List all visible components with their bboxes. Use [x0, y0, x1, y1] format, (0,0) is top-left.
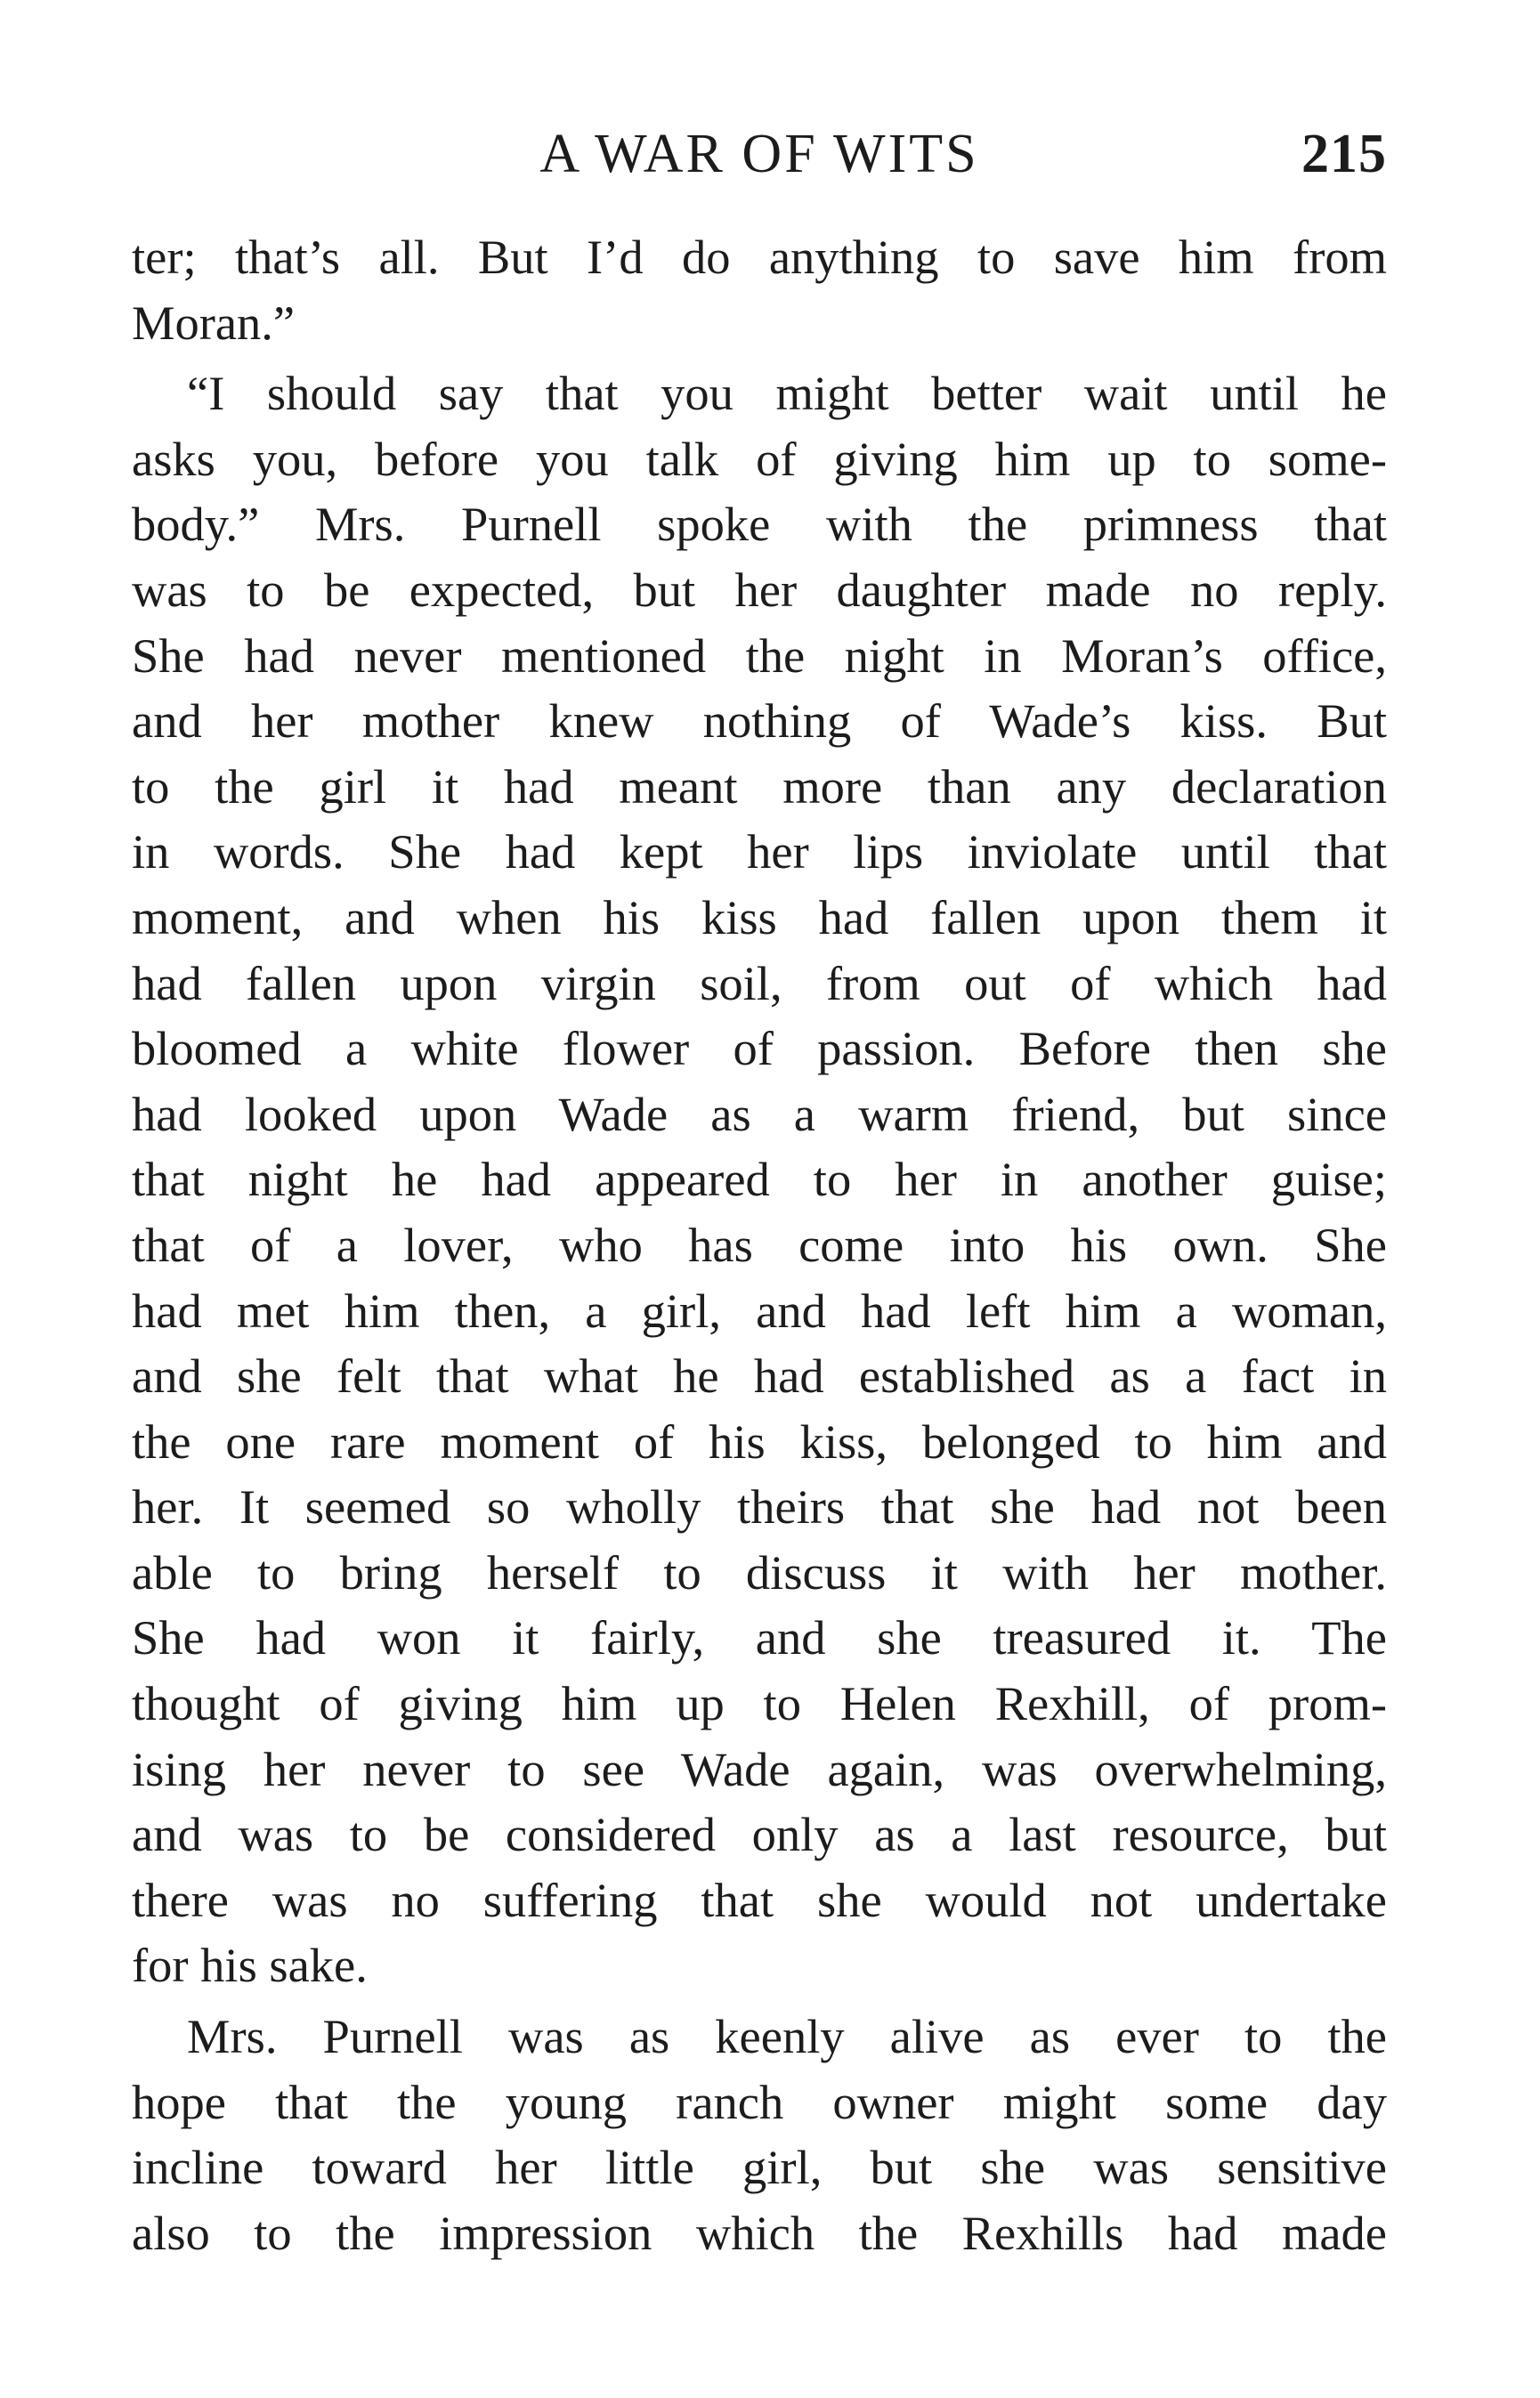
text-line: thought of giving him up to Helen Rexhill, of prom- — [132, 1676, 1387, 1731]
text-line: the one rare moment of his kiss, belonged to him and — [132, 1414, 1387, 1469]
text-line: her. It seemed so wholly theirs that she had not been — [132, 1479, 1387, 1535]
text-line: that night he had appeared to her in another guise; — [132, 1152, 1387, 1207]
text-line: and her mother knew nothing of Wade’s kiss. But — [132, 693, 1387, 749]
text-line: body.” Mrs. Purnell spoke with the primness that — [132, 497, 1387, 552]
text-line: for his sake. — [132, 1938, 368, 1993]
page-number: 215 — [1301, 124, 1387, 184]
text-line: and was to be considered only as a last resource, but — [132, 1807, 1387, 1862]
running-title: A WAR OF WITS — [539, 124, 979, 184]
text-line: had met him then, a girl, and had left him a woman, — [132, 1283, 1387, 1338]
text-line: Mrs. Purnell was as keenly alive as ever to the — [187, 2009, 1387, 2064]
text-line: to the girl it had meant more than any declaration — [132, 758, 1387, 814]
text-line: She had won it fairly, and she treasured it. The — [132, 1610, 1387, 1665]
text-line: incline toward her little girl, but she was sensitive — [132, 2140, 1387, 2195]
text-line: was to be expected, but her daughter made no reply. — [132, 562, 1387, 617]
text-line: Moran.” — [132, 295, 296, 350]
text-line: bloomed a white flower of passion. Before then she — [132, 1021, 1387, 1076]
text-line: ter; that’s all. But I’d do anything to save him from — [132, 230, 1387, 284]
text-line: that of a lover, who has come into his own. She — [132, 1217, 1387, 1272]
text-line: asks you, before you talk of giving him up to some- — [132, 431, 1387, 486]
text-line: and she felt that what he had established as a fact in — [132, 1349, 1387, 1404]
text-line: “I should say that you might better wait until he — [187, 366, 1387, 421]
text-line: had looked upon Wade as a warm friend, but since — [132, 1086, 1387, 1141]
text-line: She had never mentioned the night in Moran’s office, — [132, 628, 1387, 683]
running-head — [132, 123, 1387, 194]
text-line: had fallen upon virgin soil, from out of which had — [132, 955, 1387, 1010]
text-line: there was no suffering that she would not undertake — [132, 1872, 1387, 1927]
text-line: able to bring herself to discuss it with her mother. — [132, 1544, 1387, 1600]
body-text — [132, 224, 1387, 2265]
text-line: moment, and when his kiss had fallen upon them it — [132, 889, 1387, 944]
text-line: also to the impression which the Rexhills had made — [132, 2205, 1387, 2260]
text-line: hope that the young ranch owner might some day — [132, 2074, 1387, 2129]
text-line: in words. She had kept her lips inviolate until that — [132, 824, 1387, 879]
text-line: ising her never to see Wade again, was overwhelming, — [132, 1741, 1387, 1796]
